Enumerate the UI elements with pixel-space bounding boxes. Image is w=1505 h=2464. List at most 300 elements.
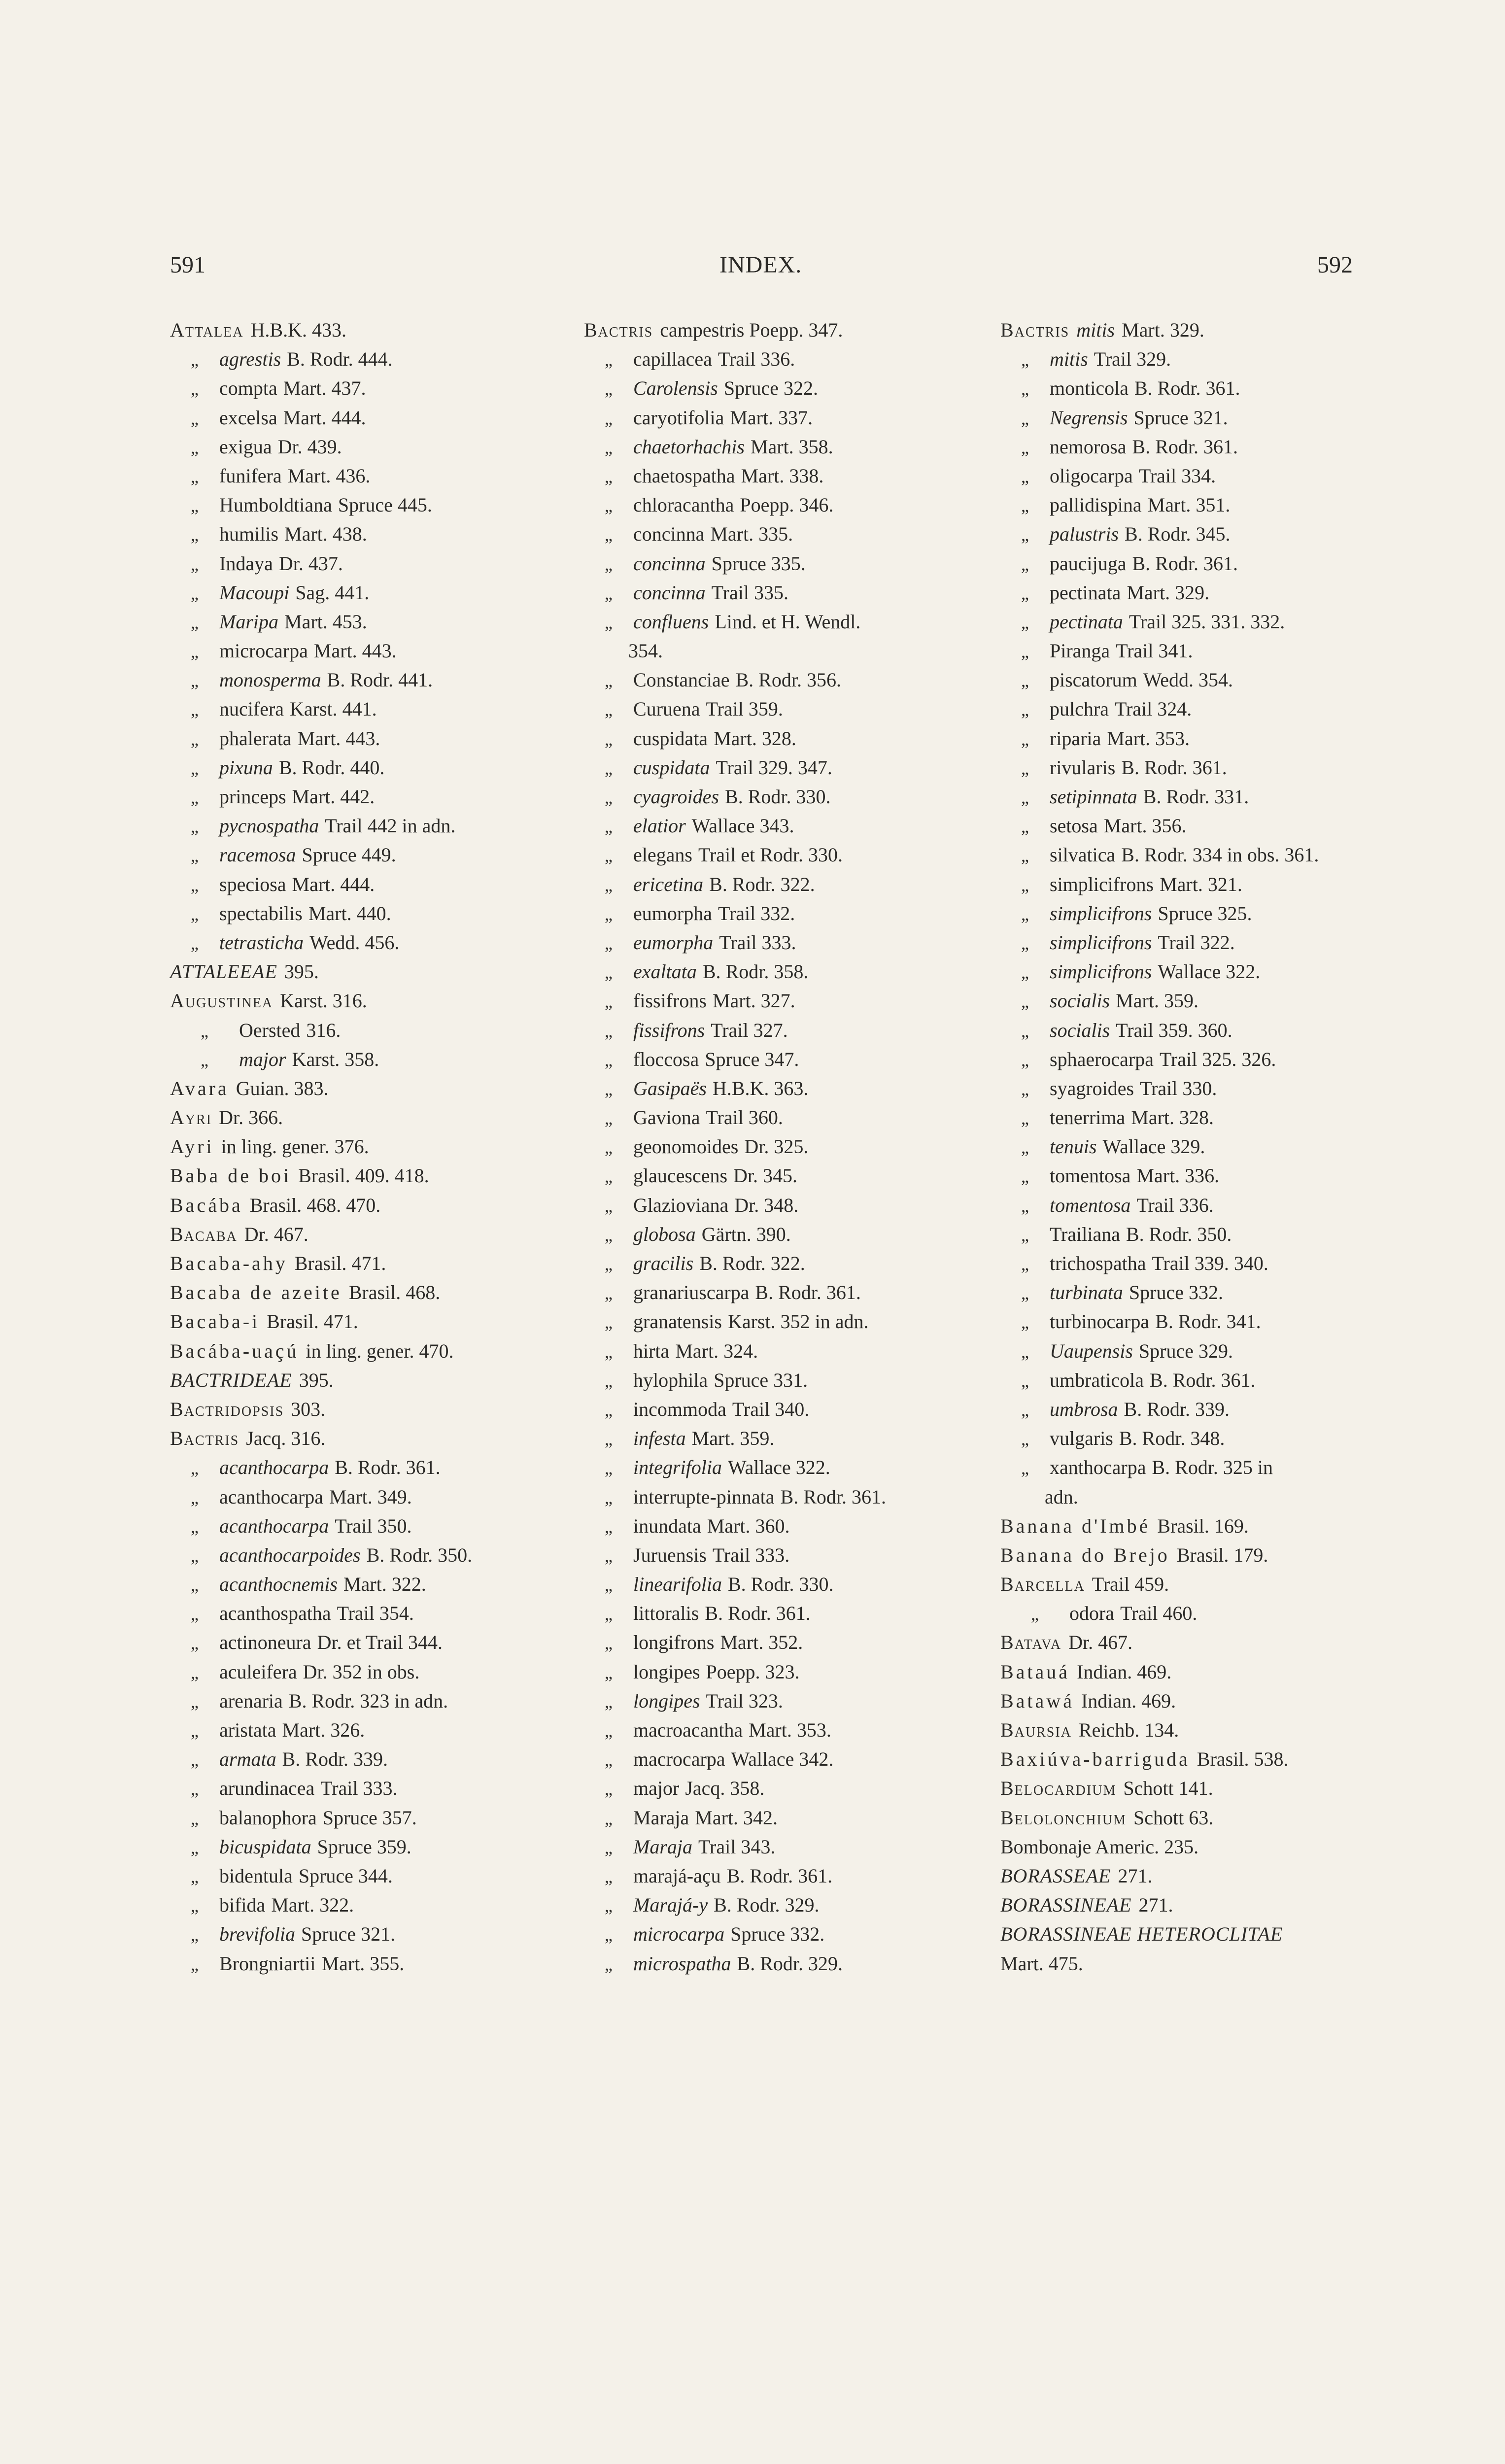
index-entry (1000, 519, 1404, 548)
species-reference: Wallace 322. (728, 1456, 830, 1479)
ditto-mark: „ (605, 1633, 613, 1653)
species-name: xanthocarpa (1050, 1456, 1146, 1479)
page-title: INDEX. (719, 252, 802, 278)
index-entry (1000, 694, 1404, 723)
ditto-mark: „ (605, 379, 613, 399)
species-name: simplicifrons (1050, 931, 1152, 954)
ditto-mark: „ (191, 1779, 199, 1799)
ditto-mark: „ (1021, 408, 1029, 428)
ditto-mark: „ (605, 1721, 613, 1741)
index-entry (584, 1161, 993, 1190)
entry-text: Dr. 467. (1068, 1631, 1133, 1654)
ditto-mark: „ (1021, 612, 1029, 632)
species-reference: Spruce 332. (730, 1923, 825, 1946)
species-reference: Karst. 441. (290, 698, 377, 720)
species-reference: Trail 350. (335, 1514, 412, 1537)
species-reference: B. Rodr. 361. (1121, 756, 1227, 779)
ditto-mark: „ (605, 787, 613, 807)
ditto-mark: „ (605, 1545, 613, 1566)
ditto-mark: „ (605, 525, 613, 545)
ditto-mark: „ (191, 1487, 199, 1507)
entry-text: 271. (1118, 1864, 1153, 1887)
entry-text: in ling. gener. 376. (221, 1135, 369, 1158)
ditto-mark: „ (605, 437, 613, 457)
species-name: longipes (633, 1660, 700, 1683)
species-name: cyagroides (633, 786, 719, 808)
species-reference: B. Rodr. 361. (1134, 377, 1240, 400)
common-name: Bacaba-ahy (170, 1252, 288, 1274)
genus-name: Bacaba (170, 1223, 238, 1245)
ditto-mark: „ (1021, 1370, 1029, 1391)
genus-name: Batava (1000, 1631, 1062, 1654)
species-name: macroacantha (633, 1719, 743, 1741)
species-reference: B. Rodr. 322. (709, 873, 815, 895)
species-reference: Dr. 439. (277, 435, 342, 458)
ditto-mark: „ (201, 1050, 208, 1070)
index-entry (1000, 1366, 1404, 1395)
species-name: ericetina (633, 873, 704, 895)
ditto-mark: „ (191, 904, 199, 924)
index-entry (170, 1949, 579, 1978)
species-name: racemosa (219, 844, 296, 866)
species-reference: B. Rodr. 341. (1155, 1310, 1261, 1333)
species-name: monticola (1050, 377, 1129, 400)
species-name: phalerata (219, 727, 292, 750)
ditto-mark: „ (605, 466, 613, 486)
entry-text: in ling. gener. 470. (306, 1339, 454, 1362)
species-name: exaltata (633, 960, 697, 983)
ditto-mark: „ (1021, 729, 1029, 749)
species-reference: Mart. 338. (741, 464, 824, 487)
index-entry (170, 1132, 579, 1161)
index-column-3 (1000, 315, 1404, 1978)
ditto-mark: „ (1031, 1604, 1039, 1624)
index-entry (170, 1453, 579, 1482)
index-entry (1000, 1686, 1404, 1715)
index-entry (584, 519, 993, 548)
species-name: trichospatha (1050, 1252, 1146, 1274)
species-name: interrupte-pinnata (633, 1485, 775, 1508)
index-entry (1000, 1103, 1404, 1132)
genus-name: Barcella (1000, 1573, 1085, 1596)
species-name: pulchra (1050, 698, 1109, 720)
species-name: armata (219, 1748, 276, 1771)
species-name: concinna (633, 523, 705, 546)
species-name: longipes (633, 1689, 700, 1712)
species-name: granariuscarpa (633, 1281, 750, 1304)
species-reference: B. Rodr. 329. (714, 1894, 820, 1916)
index-entry (584, 1919, 993, 1949)
index-entry (170, 432, 579, 461)
index-entry (584, 1074, 993, 1103)
index-entry (584, 374, 993, 403)
index-entry (584, 490, 993, 519)
ditto-mark: „ (605, 1370, 613, 1391)
species-reference: Trail 336. (718, 348, 795, 371)
entry-text: Brasil. 538. (1197, 1748, 1289, 1771)
species-reference: Mart. 444. (292, 873, 375, 895)
ditto-mark: „ (191, 1808, 199, 1828)
ditto-mark: „ (191, 700, 199, 720)
index-entry (584, 1745, 993, 1774)
genus-name: Bactris (1000, 319, 1070, 341)
species-reference: B. Rodr. 361. (726, 1864, 833, 1887)
index-entry (1000, 549, 1404, 578)
species-name: agrestis (219, 348, 281, 371)
species-name: syagroides (1050, 1077, 1134, 1099)
common-name: Baba de boi (170, 1164, 292, 1187)
ditto-mark: „ (605, 1079, 613, 1099)
index-entry (584, 1686, 993, 1715)
species-name: arenaria (219, 1689, 283, 1712)
species-name: Piranga (1050, 640, 1110, 662)
species-reference: Dr. et Trail 344. (317, 1631, 443, 1654)
common-name: Baxiúva-barriguda (1000, 1748, 1190, 1771)
species-reference: Trail 322. (1158, 931, 1235, 954)
ditto-mark: „ (605, 1225, 613, 1245)
species-name: adn. (1045, 1485, 1078, 1508)
species-reference: Wallace 342. (731, 1748, 834, 1771)
index-entry (1000, 344, 1404, 374)
index-entry (170, 1191, 579, 1220)
index-entry (1000, 1453, 1404, 1482)
species-reference: Mart. 342. (695, 1806, 778, 1829)
index-entry (584, 636, 993, 665)
index-entry (170, 315, 579, 344)
species-reference: B. Rodr. 361. (1132, 435, 1238, 458)
genus-name: Baursia (1000, 1719, 1072, 1741)
ditto-mark: „ (605, 1050, 613, 1070)
entry-text: Mart. 329. (1122, 319, 1204, 341)
species-reference: Dr. 437. (278, 552, 343, 575)
index-entry (584, 1336, 993, 1366)
ditto-mark: „ (605, 933, 613, 953)
species-reference: Trail 324. (1114, 698, 1192, 720)
species-name: bicuspidata (219, 1835, 311, 1858)
ditto-mark: „ (1021, 554, 1029, 574)
species-name: aristata (219, 1719, 276, 1741)
species-reference: B. Rodr. 322. (699, 1252, 805, 1274)
index-entry (1000, 1832, 1404, 1861)
index-entry (1000, 636, 1404, 665)
ditto-mark: „ (1021, 466, 1029, 486)
ditto-mark: „ (191, 1691, 199, 1711)
index-entry (1000, 1890, 1404, 1919)
species-reference: Poepp. 346. (740, 494, 834, 516)
index-entry (584, 928, 993, 957)
species-name: umbrosa (1050, 1398, 1118, 1420)
species-name: Juruensis (633, 1543, 707, 1566)
index-entry (170, 840, 579, 869)
species-name: inundata (633, 1514, 701, 1537)
species-name: concinna (633, 552, 706, 575)
index-entry (584, 1861, 993, 1890)
species-reference: Trail 330. (1140, 1077, 1217, 1099)
species-reference: Trail 327. (711, 1019, 788, 1041)
species-reference: Mart. 336. (1136, 1164, 1220, 1187)
species-name: Uaupensis (1050, 1339, 1133, 1362)
index-entry (170, 403, 579, 432)
index-entry (1000, 1424, 1404, 1453)
ditto-mark: „ (1021, 1225, 1029, 1245)
index-entry (170, 1482, 579, 1511)
ditto-mark: „ (605, 904, 613, 924)
entry-text: 395. (299, 1369, 334, 1391)
index-entry (584, 665, 993, 694)
species-name: humilis (219, 523, 279, 546)
species-reference: Mart. 360. (707, 1514, 790, 1537)
index-entry (584, 1045, 993, 1074)
species-name: riparia (1050, 727, 1101, 750)
ditto-mark: „ (605, 612, 613, 632)
ditto-mark: „ (1021, 1050, 1029, 1070)
index-entry (170, 899, 579, 928)
ditto-mark: „ (191, 846, 199, 866)
ditto-mark: „ (191, 1575, 199, 1595)
ditto-mark: „ (191, 1458, 199, 1478)
common-name: Bacaba de azeite (170, 1281, 342, 1304)
index-entry (1000, 840, 1404, 869)
genus-name: Belolonchium (1000, 1806, 1127, 1829)
species-reference: B. Rodr. 361. (780, 1485, 887, 1508)
ditto-mark: „ (1021, 817, 1029, 837)
ditto-mark: „ (1021, 1079, 1029, 1099)
index-entry (1000, 1949, 1404, 1978)
ditto-mark: „ (191, 437, 199, 457)
index-entry (170, 1832, 579, 1861)
species-name: sphaerocarpa (1050, 1048, 1154, 1070)
species-name: compta (219, 377, 277, 400)
ditto-mark: „ (605, 583, 613, 603)
species-name: incommoda (633, 1398, 726, 1420)
index-entry (1000, 1774, 1404, 1803)
ditto-mark: „ (605, 1662, 613, 1682)
index-entry (584, 1366, 993, 1395)
ditto-mark: „ (1021, 700, 1029, 720)
ditto-mark: „ (605, 1750, 613, 1770)
index-entry (584, 432, 993, 461)
ditto-mark: „ (1021, 758, 1029, 778)
species-name: turbinata (1050, 1281, 1123, 1304)
species-name: tenerrima (1050, 1106, 1126, 1129)
species-name: Brongniartii (219, 1952, 316, 1975)
entry-text: Brasil. 468. (348, 1281, 441, 1304)
species-name: palustris (1050, 523, 1119, 546)
species-reference: Trail 359. 360. (1116, 1019, 1232, 1041)
entry-text: Trail 459. (1092, 1573, 1169, 1596)
species-name: major (633, 1777, 680, 1800)
species-name: concinna (633, 581, 706, 604)
ditto-mark: „ (605, 671, 613, 691)
index-entry (1000, 1016, 1404, 1045)
species-reference: Trail 329. (1094, 348, 1171, 371)
index-entry (584, 782, 993, 811)
species-reference: Mart. 324. (675, 1339, 758, 1362)
index-entry (170, 607, 579, 636)
index-entry (170, 1307, 579, 1336)
species-reference: Mart. 352. (720, 1631, 803, 1654)
ditto-mark: „ (1021, 379, 1029, 399)
entry-text: 303. (291, 1398, 326, 1420)
species-reference: B. Rodr. 361. (755, 1281, 861, 1304)
index-entry (170, 1745, 579, 1774)
ditto-mark: „ (605, 729, 613, 749)
ditto-mark: „ (191, 496, 199, 516)
species-name: globosa (633, 1223, 696, 1245)
entry-text: Brasil. 471. (267, 1310, 358, 1333)
index-entry (170, 1890, 579, 1919)
species-name: Maripa (219, 610, 278, 633)
species-reference: Trail 329. 347. (716, 756, 832, 779)
ditto-mark: „ (1021, 962, 1029, 983)
index-entry (584, 1832, 993, 1861)
species-reference: Mart. 440. (308, 902, 391, 924)
ditto-mark: „ (201, 1021, 208, 1041)
species-name: Curuena (633, 698, 700, 720)
species-name: Indaya (219, 552, 273, 575)
ditto-mark: „ (605, 1400, 613, 1420)
index-entry (1000, 1861, 1404, 1890)
species-reference: B. Rodr. 361. (705, 1602, 811, 1625)
species-name: pallidispina (1050, 494, 1142, 516)
index-entry (584, 1657, 993, 1686)
species-name: Gasipaës (633, 1077, 707, 1099)
index-entry (170, 753, 579, 782)
entry-text: Schott 63. (1133, 1806, 1214, 1829)
tribe-name: BORASSINEAE HETEROCLITAE (1000, 1923, 1283, 1946)
ditto-mark: „ (605, 817, 613, 837)
species-name: spectabilis (219, 902, 303, 924)
entry-text: Indian. 469. (1081, 1689, 1176, 1712)
index-entry (584, 1570, 993, 1599)
species-name: Maraja (633, 1806, 689, 1829)
index-entry (584, 344, 993, 374)
index-entry (170, 782, 579, 811)
index-entry (170, 1220, 579, 1249)
species-reference: Mart. 353. (749, 1719, 831, 1741)
entry-text: Schott 141. (1123, 1777, 1213, 1800)
species-reference: Spruce 445. (338, 494, 432, 516)
species-reference: Mart. 322. (343, 1573, 426, 1596)
index-entry (584, 1890, 993, 1919)
species-reference: Wallace 329. (1102, 1135, 1205, 1158)
species-reference: Mart. 353. (1107, 727, 1190, 750)
index-entry (1000, 1570, 1404, 1599)
index-entry (170, 344, 579, 374)
species-reference: B. Rodr. 444. (287, 348, 393, 371)
index-entry (584, 811, 993, 840)
species-name: microcarpa (219, 640, 308, 662)
common-name: Avara (170, 1077, 229, 1099)
species-reference: B. Rodr. 350. (1126, 1223, 1232, 1245)
species-reference: Mart. 322. (271, 1894, 354, 1916)
species-reference: Wedd. 456. (309, 931, 400, 954)
species-name: elatior (633, 815, 686, 837)
species-name: Macoupi (219, 581, 290, 604)
ditto-mark: „ (1021, 525, 1029, 545)
species-name: major (239, 1048, 286, 1070)
ditto-mark: „ (1021, 904, 1029, 924)
index-entry (584, 1628, 993, 1657)
species-reference: B. Rodr. 441. (327, 669, 433, 691)
species-name: marajá-açu (633, 1864, 721, 1887)
genus-name: Augustinea (170, 990, 274, 1012)
index-entry (1000, 753, 1404, 782)
ditto-mark: „ (191, 933, 199, 953)
ditto-mark: „ (605, 758, 613, 778)
index-entry (170, 490, 579, 519)
ditto-mark: „ (1021, 875, 1029, 895)
left-page-number: 591 (170, 252, 205, 278)
species-name: fissifrons (633, 1019, 705, 1041)
species-reference: Mart. 438. (284, 523, 367, 546)
ditto-mark: „ (1021, 1108, 1029, 1129)
ditto-mark: „ (1021, 350, 1029, 370)
index-entry (1000, 403, 1404, 432)
species-name: acanthocarpoides (219, 1543, 361, 1566)
index-entry (584, 724, 993, 753)
index-entry (584, 1599, 993, 1628)
ditto-mark: „ (1021, 933, 1029, 953)
species-reference: Mart. 337. (730, 406, 813, 429)
species-name: capillacea (633, 348, 712, 371)
species-name: oligocarpa (1050, 464, 1133, 487)
index-entry (170, 1599, 579, 1628)
species-name: elegans (633, 844, 692, 866)
species-reference: Trail 334. (1138, 464, 1216, 487)
index-entry (584, 1103, 993, 1132)
index-entry (170, 374, 579, 403)
ditto-mark: „ (605, 1691, 613, 1711)
genus-name: Ayri (170, 1106, 212, 1129)
index-entry (1000, 607, 1404, 636)
species-name: balanophora (219, 1806, 317, 1829)
species-reference: Trail 340. (732, 1398, 810, 1420)
entry-text: Brasil. 468. 470. (249, 1194, 381, 1216)
entry-text: Brasil. 179. (1176, 1543, 1268, 1566)
entry-text: Indian. 469. (1077, 1660, 1172, 1683)
index-entry (1000, 1803, 1404, 1832)
species-name: nemorosa (1050, 435, 1127, 458)
species-reference: Trail 460. (1120, 1602, 1197, 1625)
species-reference: B. Rodr. 356. (735, 669, 841, 691)
ditto-mark: „ (191, 1866, 199, 1886)
index-entry (1000, 1074, 1404, 1103)
species-reference: B. Rodr. 325 in (1152, 1456, 1273, 1479)
species-reference: Spruce 335. (711, 552, 806, 575)
ditto-mark: „ (1021, 1166, 1029, 1187)
ditto-mark: „ (605, 1283, 613, 1303)
index-entry (584, 753, 993, 782)
species-name: Negrensis (1050, 406, 1128, 429)
index-entry (170, 1570, 579, 1599)
index-entry (1000, 665, 1404, 694)
index-entry (170, 870, 579, 899)
species-name: socialis (1050, 990, 1110, 1012)
ditto-mark: „ (191, 875, 199, 895)
index-entry (170, 811, 579, 840)
species-name: nucifera (219, 698, 284, 720)
index-entry (584, 1540, 993, 1570)
tribe-name: BACTRIDEAE (170, 1369, 292, 1391)
tribe-name: ATTALEEAE (170, 960, 277, 983)
species-name: aculeifera (219, 1660, 297, 1683)
index-entry (584, 1715, 993, 1745)
species-reference: Spruce 329. (1138, 1339, 1233, 1362)
index-entry (1000, 432, 1404, 461)
species-reference: Mart. 443. (297, 727, 380, 750)
species-name: integrifolia (633, 1456, 722, 1479)
